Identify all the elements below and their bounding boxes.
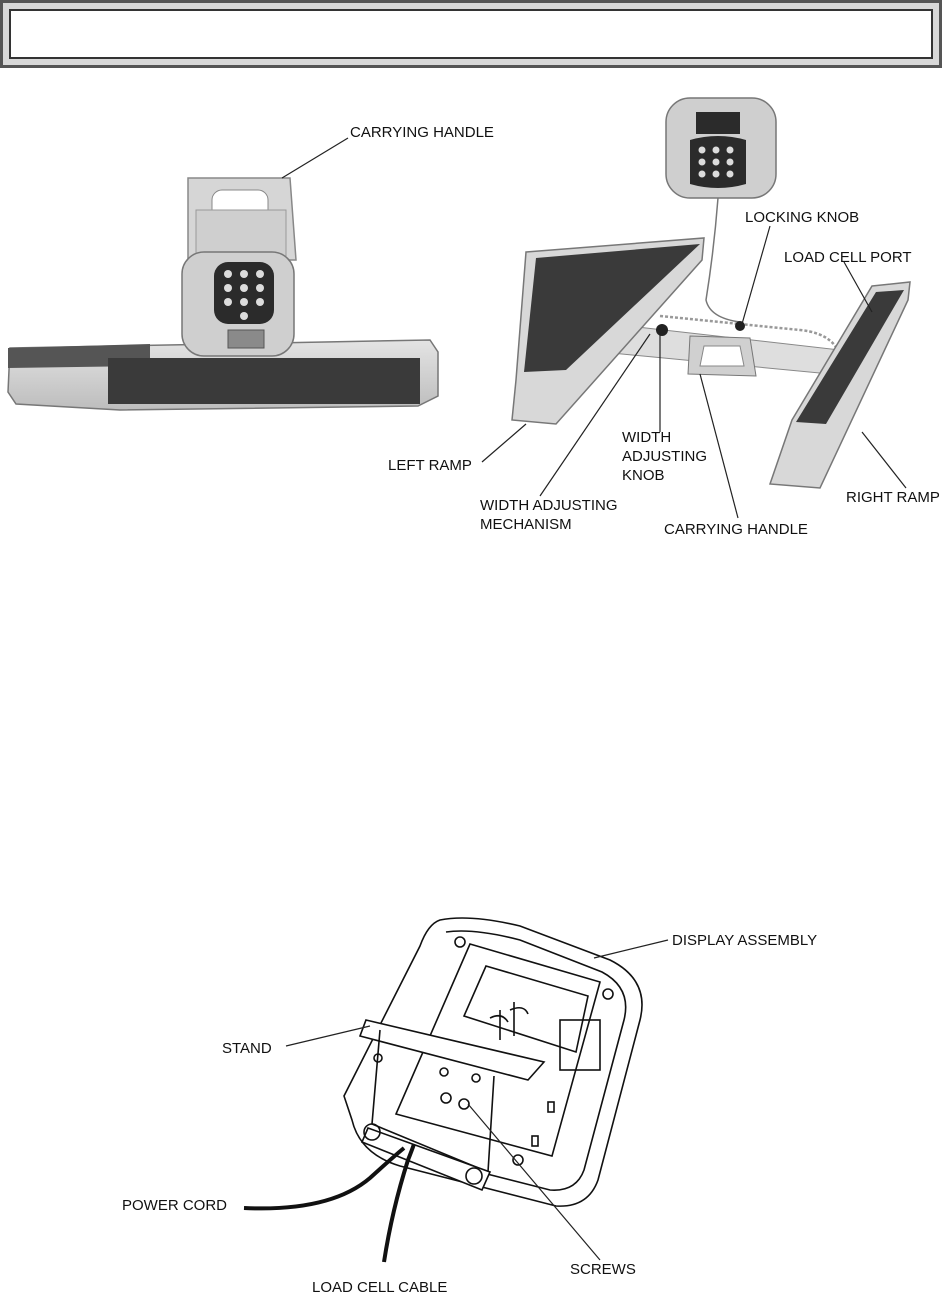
label-width-adjusting-mechanism-line1: WIDTH ADJUSTING bbox=[480, 497, 618, 514]
folded-scale-illustration bbox=[8, 178, 438, 410]
label-width-adjusting-knob-line3: KNOB bbox=[622, 467, 665, 484]
label-load-cell-port: LOAD CELL PORT bbox=[784, 249, 912, 266]
label-width-adjusting-knob-line2: ADJUSTING bbox=[622, 448, 708, 465]
label-right-ramp: RIGHT RAMP bbox=[846, 489, 940, 506]
label-width-adjusting-knob-line1: WIDTH bbox=[622, 429, 672, 446]
open-scale-illustration bbox=[512, 98, 910, 488]
label-screws: SCREWS bbox=[570, 1261, 636, 1278]
label-carrying-handle-bottom: CARRYING HANDLE bbox=[664, 521, 808, 538]
label-display-assembly: DISPLAY ASSEMBLY bbox=[672, 932, 818, 949]
label-load-cell-cable: LOAD CELL CABLE bbox=[312, 1279, 448, 1295]
label-power-cord: POWER CORD bbox=[122, 1197, 227, 1214]
label-left-ramp: LEFT RAMP bbox=[388, 457, 472, 474]
label-width-adjusting-mechanism-line2: MECHANISM bbox=[480, 516, 572, 533]
label-carrying-handle-top: CARRYING HANDLE bbox=[350, 124, 494, 141]
label-locking-knob: LOCKING KNOB bbox=[745, 209, 860, 226]
label-stand: STAND bbox=[222, 1040, 272, 1057]
